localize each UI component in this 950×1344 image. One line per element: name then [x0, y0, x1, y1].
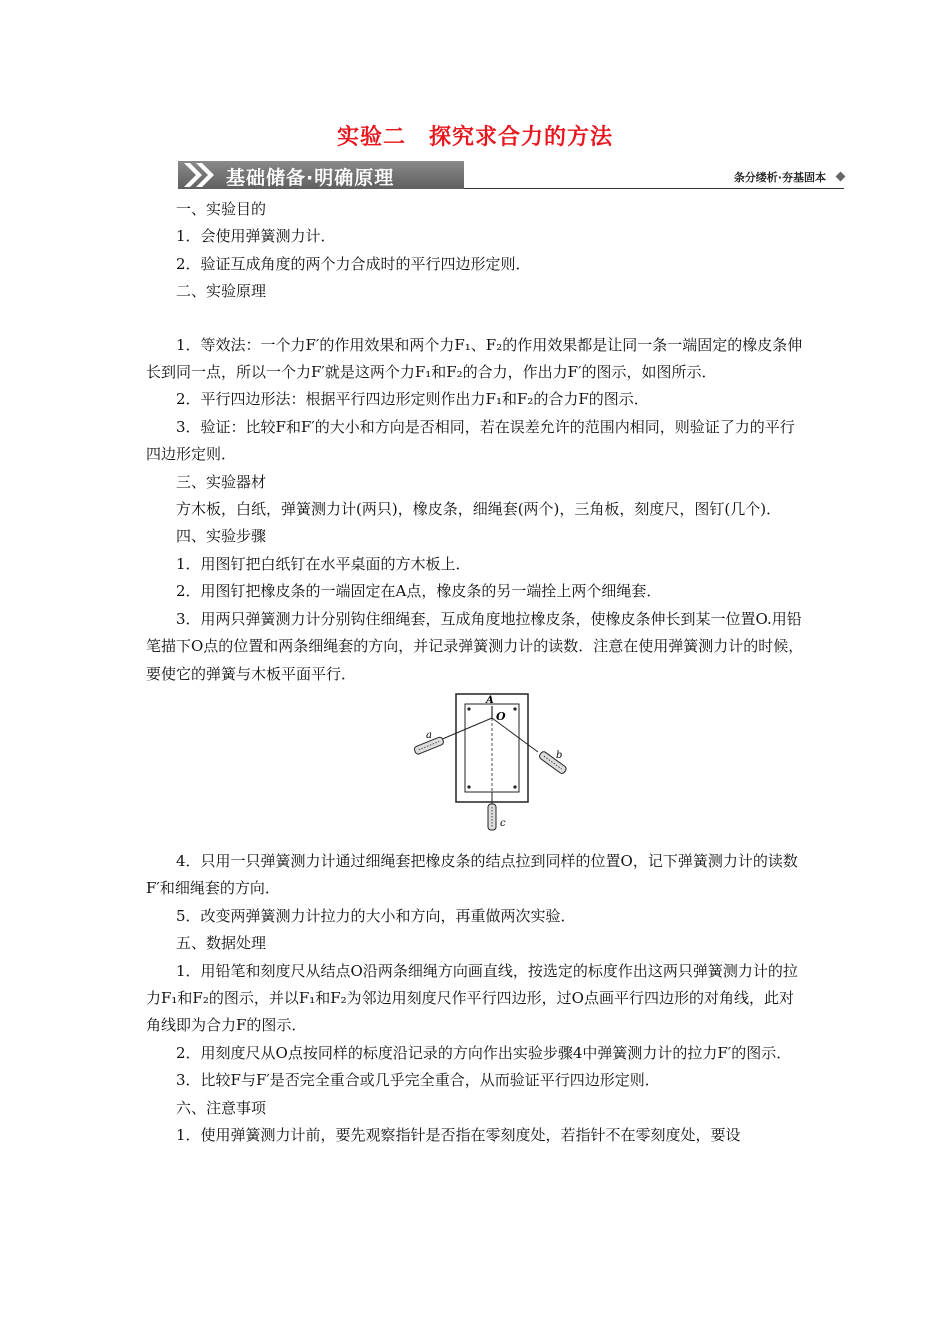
- banner-right-text: 条分缕析·夯基固本: [733, 171, 826, 184]
- section-heading: 五、数据处理: [176, 934, 267, 953]
- label-O: O: [496, 709, 506, 723]
- paragraph: 1．用铅笔和刻度尺从结点O沿两条细绳方向画直线，按选定的标度作出这两只弹簧测力计的拉力F₁和F₂的图示，并以F₁和F₂为邻边用刻度尺作平行四边形，过O点画平行四边形的对角线，此对角线即为合力F的图示．: [146, 961, 798, 1035]
- banner-label: 基础储备·明确原理: [226, 167, 395, 189]
- section-heading: 二、实验原理: [176, 282, 267, 301]
- paragraph: 2．用图钉把橡皮条的一端固定在A点，橡皮条的另一端拴上两个细绳套．: [176, 582, 662, 601]
- section-heading: 三、实验器材: [176, 472, 267, 491]
- section-heading: 一、实验目的: [176, 200, 267, 218]
- section-heading: 六、注意事项: [176, 1098, 267, 1117]
- experiment-figure: [146, 692, 808, 840]
- label-A: A: [486, 694, 494, 706]
- paragraph: 1．等效法：一个力F′的作用效果和两个力F₁、F₂的作用效果都是让同一条一端固定的橡皮条伸长到同一点，所以一个力F′就是这两个力F₁和F₂的合力，作出力F′的图示，如图所示．: [146, 335, 803, 382]
- paragraph: 4．只用一只弹簧测力计通过细绳套把橡皮条的结点拉到同样的位置O，记下弹簧测力计的读数F′和细绳套的方向．: [146, 851, 798, 898]
- label-c: c: [500, 817, 506, 829]
- paragraph: 2．用刻度尺从O点按同样的标度沿记录的方向作出实验步骤4中弹簧测力计的拉力F′的图示．: [176, 1043, 792, 1062]
- double-chevron-icon: [178, 161, 218, 189]
- label-a: a: [426, 729, 432, 741]
- paragraph: 3．比较F与F′是否完全重合或几乎完全重合，从而验证平行四边形定则．: [176, 1071, 660, 1090]
- paragraph: 1．使用弹簧测力计前，要先观察指针是否指在零刻度处，若指针不在零刻度处，要设: [176, 1125, 741, 1144]
- section-heading: 四、实验步骤: [176, 527, 267, 546]
- paragraph: 3．验证：比较F和F′的大小和方向是否相同，若在误差允许的范围内相同，则验证了力的平行四边形定则．: [146, 417, 795, 464]
- diamond-icon: [836, 172, 846, 182]
- section-banner: [178, 159, 850, 191]
- document-body: [146, 196, 808, 1149]
- page-title: 实验二 探究求合力的方法: [336, 125, 613, 150]
- label-b: b: [556, 749, 563, 761]
- paragraph: 2．平行四边形法：根据平行四边形定则作出力F₁和F₂的合力F的图示．: [176, 390, 649, 409]
- paragraph: 1．会使用弹簧测力计．: [176, 227, 336, 246]
- banner-rule: [464, 188, 844, 189]
- paragraph: 2．验证互成角度的两个力合成时的平行四边形定则．: [176, 254, 531, 273]
- paragraph: 1．用图钉把白纸钉在水平桌面的方木板上．: [176, 554, 471, 573]
- spring-scale-diagram: [410, 692, 590, 832]
- paragraph: 3．用两只弹簧测力计分别钩住细绳套，互成角度地拉橡皮条，使橡皮条伸长到某一位置O.用铅笔描下O点的位置和两条细绳套的方向，并记录弹簧测力计的读数．注意在使用弹簧测力计的时候，要使它的弹簧与木板平面平行．: [146, 609, 804, 683]
- paragraph: 方木板，白纸，弹簧测力计(两只)，橡皮条，细绳套(两个)，三角板，刻度尺，图钉(几个)．: [176, 500, 782, 519]
- paragraph: 5．改变两弹簧测力计拉力的大小和方向，再重做两次实验．: [176, 906, 576, 925]
